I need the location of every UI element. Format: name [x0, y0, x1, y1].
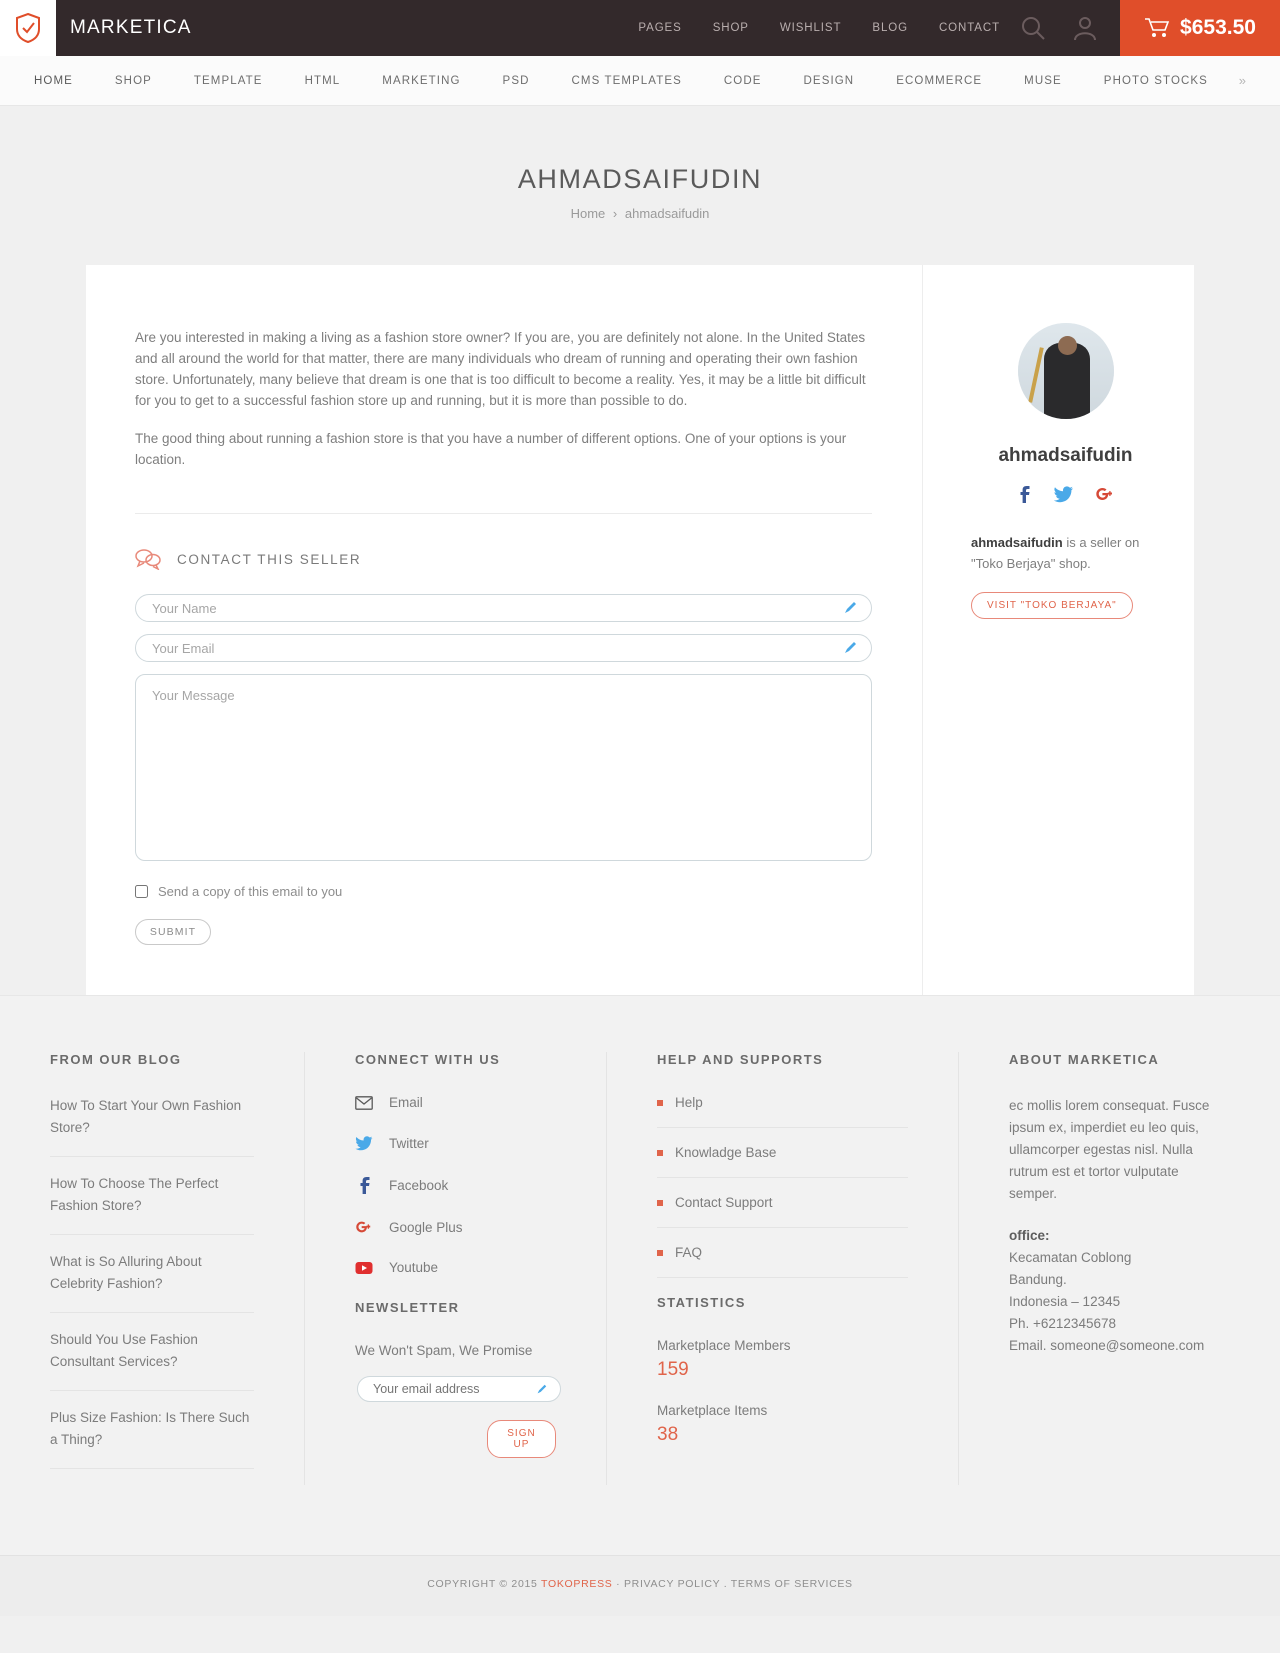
breadcrumb-home[interactable]: Home	[570, 206, 606, 221]
avatar	[1018, 323, 1114, 419]
footer-connect-heading: CONNECT WITH US	[355, 1052, 501, 1067]
logo-box[interactable]	[0, 0, 56, 56]
name-input[interactable]	[150, 600, 843, 617]
nav-item-template[interactable]: TEMPLATE	[193, 74, 263, 87]
message-field-wrap[interactable]	[135, 674, 872, 861]
top-nav-item-wishlist[interactable]: WISHLIST	[779, 22, 842, 34]
pencil-icon	[843, 601, 857, 615]
square-bullet-icon	[657, 1250, 663, 1256]
top-bar	[0, 0, 1280, 56]
nav-item-photo-stocks[interactable]: PHOTO STOCKS	[1103, 74, 1208, 87]
about-line-3: Indonesia – 12345	[1009, 1294, 1121, 1309]
footer-connect-column	[304, 1052, 606, 1485]
send-copy-label: Send a copy of this email to you	[158, 884, 343, 899]
nav-item-marketing[interactable]: MARKETING	[382, 74, 461, 87]
breadcrumb	[0, 206, 1280, 221]
connect-item-label: Google Plus	[389, 1219, 463, 1235]
shield-check-icon	[15, 13, 41, 43]
pencil-icon	[843, 641, 857, 655]
about-line-5: Email. someone@someone.com	[1009, 1338, 1205, 1353]
google-plus-icon	[355, 1219, 373, 1235]
seller-note-name: ahmadsaifudin	[971, 535, 1063, 550]
stat-label: Marketplace Members	[657, 1338, 791, 1353]
square-bullet-icon	[657, 1100, 663, 1106]
about-office-label: office:	[1009, 1228, 1050, 1243]
nav-item-html[interactable]: HTML	[304, 74, 341, 87]
visit-shop-button[interactable]: VISIT "TOKO BERJAYA"	[971, 592, 1133, 619]
connect-item-facebook[interactable]	[355, 1176, 556, 1194]
top-nav-item-pages[interactable]: PAGES	[638, 22, 682, 34]
breadcrumb-current: ahmadsaifudin	[624, 206, 710, 221]
list-item[interactable]	[657, 1095, 908, 1128]
top-nav-item-contact[interactable]: CONTACT	[938, 22, 1000, 34]
square-bullet-icon	[657, 1200, 663, 1206]
footer-blog-column	[0, 1052, 304, 1485]
newsletter-signup-button[interactable]: SIGN UP	[487, 1420, 556, 1458]
about-line-4: Ph. +6212345678	[1009, 1316, 1116, 1331]
pencil-icon	[536, 1383, 547, 1396]
nav-item-design[interactable]: DESIGN	[803, 74, 855, 87]
nav-item-cms-templates[interactable]: CMS TEMPLATES	[571, 74, 682, 87]
nav-item-ecommerce[interactable]: ECOMMERCE	[896, 74, 983, 87]
footer-help-list	[657, 1095, 908, 1278]
card-main	[86, 265, 923, 995]
seller-note-rest: is a seller on "Toko Berjaya" shop.	[971, 535, 1140, 571]
about-text: ec mollis lorem consequat. Fusce ipsum ex, imperdiet eu leo quis, ullamcorper egestas nisl. Nulla rutrum est et tortor vulputate semper.	[1009, 1098, 1210, 1201]
breadcrumb-separator: ›	[612, 206, 618, 221]
seller-social-links	[971, 485, 1160, 506]
google-plus-icon[interactable]	[1095, 485, 1115, 506]
connect-item-twitter[interactable]	[355, 1135, 556, 1151]
list-item[interactable]	[657, 1245, 908, 1278]
top-nav-item-blog[interactable]: BLOG	[872, 22, 908, 34]
connect-item-google-plus[interactable]	[355, 1219, 556, 1235]
newsletter-promise: We Won't Spam, We Promise	[355, 1343, 533, 1358]
stat-value: 159	[657, 1359, 689, 1380]
list-item[interactable]: What is So Alluring About Celebrity Fashion?	[50, 1251, 254, 1313]
contact-seller-heading	[135, 548, 872, 570]
email-input[interactable]	[150, 640, 843, 657]
page-header	[0, 106, 1280, 265]
help-link[interactable]: Contact Support	[675, 1195, 773, 1210]
email-field-wrap[interactable]	[135, 634, 872, 662]
chevron-double-down-icon[interactable]: »	[1238, 73, 1246, 88]
content-card	[86, 265, 1194, 995]
nav-item-shop[interactable]: SHOP	[114, 74, 152, 87]
twitter-icon[interactable]	[1054, 485, 1073, 506]
help-link[interactable]: Help	[675, 1095, 703, 1110]
send-copy-checkbox[interactable]	[135, 885, 148, 898]
copyright-prefix: COPYRIGHT © 2015	[427, 1578, 538, 1590]
name-field-wrap[interactable]	[135, 594, 872, 622]
brand-name: MARKETICA	[70, 17, 192, 38]
nav-item-home[interactable]: HOME	[34, 74, 73, 87]
connect-item-label: Youtube	[389, 1260, 439, 1275]
connect-item-label: Email	[389, 1095, 423, 1110]
youtube-icon	[355, 1261, 373, 1275]
connect-item-email[interactable]	[355, 1095, 556, 1110]
help-link[interactable]: Knowladge Base	[675, 1145, 777, 1160]
top-icon-group	[1020, 0, 1120, 56]
newsletter-field-wrap[interactable]	[357, 1376, 561, 1402]
footer-about-heading: ABOUT MARKETICA	[1009, 1052, 1160, 1067]
seller-bio	[135, 327, 872, 470]
bio-paragraph-2: The good thing about running a fashion store is that you have a number of different options. One of your options is your location.	[135, 431, 847, 467]
copyright-bar	[0, 1555, 1280, 1616]
newsletter-heading: NEWSLETTER	[355, 1300, 460, 1315]
statistics-heading: STATISTICS	[657, 1295, 746, 1310]
footer	[0, 995, 1280, 1555]
nav-item-code[interactable]: CODE	[723, 74, 762, 87]
square-bullet-icon	[657, 1150, 663, 1156]
chat-bubbles-icon	[135, 548, 161, 570]
page-title: AHMADSAIFUDIN	[517, 164, 763, 194]
list-item[interactable]: How To Start Your Own Fashion Store?	[50, 1095, 254, 1157]
seller-name: ahmadsaifudin	[998, 445, 1133, 466]
list-item[interactable]: Should You Use Fashion Consultant Services?	[50, 1329, 254, 1391]
nav-item-muse[interactable]: MUSE	[1024, 74, 1062, 87]
list-item[interactable]	[657, 1195, 908, 1228]
help-link[interactable]: FAQ	[675, 1245, 703, 1260]
cart-total: $653.50	[1180, 16, 1256, 39]
footer-help-column	[606, 1052, 958, 1485]
send-copy-row[interactable]	[135, 884, 872, 899]
list-item[interactable]: How To Choose The Perfect Fashion Store?	[50, 1173, 254, 1235]
cart-icon	[1144, 17, 1170, 39]
stat-value: 38	[657, 1424, 679, 1445]
connect-item-label: Twitter	[389, 1135, 429, 1151]
copyright-brand[interactable]: TOKOPRESS	[541, 1578, 613, 1590]
search-icon[interactable]	[1020, 15, 1046, 41]
footer-about-column	[958, 1052, 1280, 1485]
seller-sidebar	[923, 265, 1194, 995]
about-address	[1009, 1225, 1230, 1357]
top-nav	[192, 0, 1020, 56]
footer-blog-heading: FROM OUR BLOG	[50, 1052, 182, 1067]
about-line-2: Bandung.	[1009, 1272, 1067, 1287]
list-item[interactable]	[657, 1145, 908, 1178]
footer-help-heading: HELP AND SUPPORTS	[657, 1052, 824, 1067]
user-icon[interactable]	[1072, 15, 1098, 41]
facebook-icon[interactable]	[1016, 485, 1032, 506]
contact-seller-label: CONTACT THIS SELLER	[177, 551, 362, 567]
top-nav-item-shop[interactable]: SHOP	[712, 22, 749, 34]
stat-label: Marketplace Items	[657, 1403, 768, 1418]
nav-item-psd[interactable]: PSD	[502, 74, 530, 87]
submit-button[interactable]: SUBMIT	[135, 919, 211, 945]
copyright-links[interactable]: · PRIVACY POLICY . TERMS OF SERVICES	[616, 1578, 853, 1590]
list-item[interactable]: Plus Size Fashion: Is There Such a Thing?	[50, 1407, 254, 1469]
connect-item-label: Facebook	[389, 1177, 449, 1193]
bio-paragraph-1: Are you interested in making a living as a fashion store owner? If you are, you are definitely not alone. In the United States and all around the world for that matter, there are many individuals who dream of running and operating their own fashion store. Unfortunately, many believe that dream is one that is too difficult to become a reality. Yes, it may be a little bit difficult for you to get to a successful fashion store up and running, but it is more than possible to do.	[135, 330, 866, 408]
envelope-icon	[355, 1096, 373, 1110]
seller-note	[971, 532, 1160, 574]
cart-button[interactable]	[1120, 0, 1280, 56]
footer-blog-list	[50, 1095, 254, 1469]
divider	[135, 513, 872, 514]
twitter-icon	[355, 1135, 373, 1151]
about-line-1: Kecamatan Coblong	[1009, 1250, 1132, 1265]
message-textarea[interactable]	[150, 686, 857, 849]
newsletter-email-input[interactable]	[371, 1381, 536, 1397]
connect-item-youtube[interactable]	[355, 1260, 556, 1275]
facebook-icon	[355, 1176, 373, 1194]
main-nav	[0, 56, 1280, 106]
